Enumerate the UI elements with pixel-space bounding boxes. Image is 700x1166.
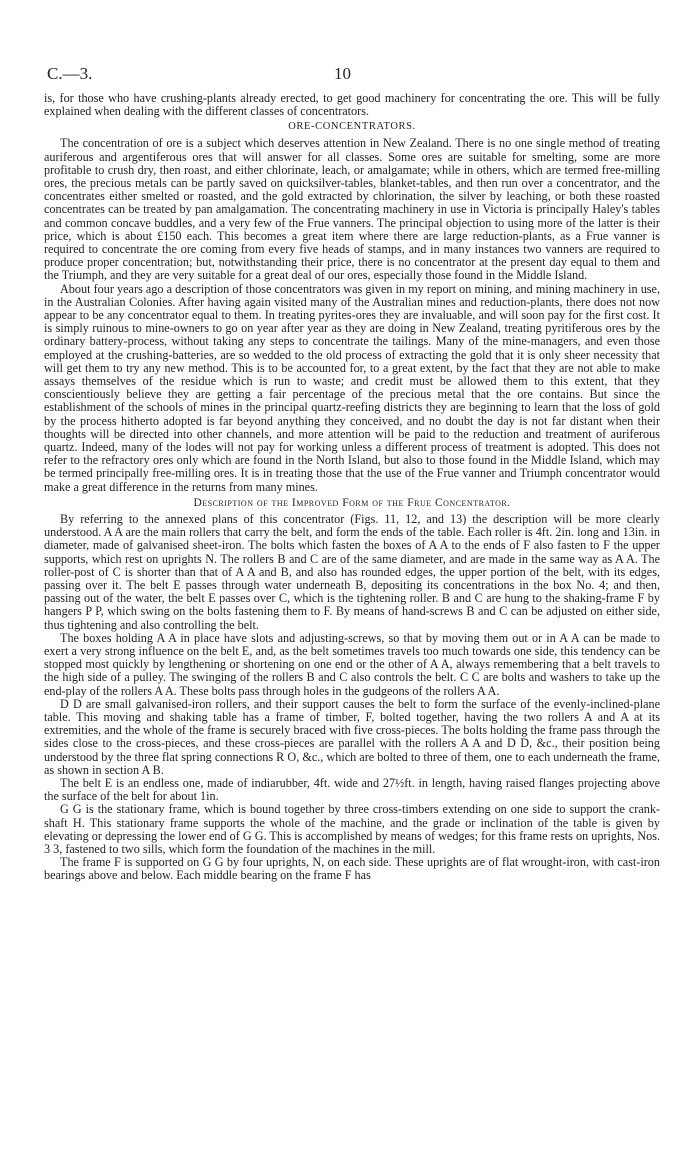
paragraph-small-rollers: D D are small galvanised-iron rollers, and their support causes the belt to form the surface of the evenly-inclined-plane table. This moving and shaking table has a frame of timber, F, bolted together, having the two rollers A and A at its extremities, and the whole of the frame is securely braced with five cross-pieces. The bolts holding the frame pass through the sides close to the cross-pieces, and these cross-pieces are parallel with the rollers A A and D D, &c., their position being understood by the three flat spring connections R O, &c., which are bolted to three of them, one to each underneath the frame, as shown in section A B. xyxy=(44,696,660,777)
paragraph-concentration-of-ore: The concentration of ore is a subject which deserves attention in New Zealand. There is no one single method of treating auriferous and argentiferous ores that will answer for all classes. Some ores are suitable for smelting, some are more profitable to crush dry, then roast, and either chlorinate, leach, or amalgamate; while in others, which are termed free-milling ores, the precious metals can be partly saved on quicksilver-tables, blanket-tables, and then run over a concentrator, and the concentrates either smelted or roasted, and the gold extracted by chlorination, the silver by leaching, or both these roasted concentrates can be treated by pan amalgamation. The concentrating machinery in use in Victoria is principally Haley's tables and common concave buddles, and a very few of the Frue vanners. The principal objection to using more of the latter is their price, which is about £150 each. This becomes a great item where there are large reduction-plants, as a Frue vanner is required to concentrate the ore coming from every five heads of stamps, and in many instances two vanners are required to produce proper concentration; but, notwithstanding their price, there is no concentrator at the present day equal to them and the Triumph, and they are very suitable for a great deal of our ores, especially those found in the Middle Island. xyxy=(44,136,660,283)
paragraph-annexed-plans: By referring to the annexed plans of this concentrator (Figs. 11, 12, and 13) the description will be more clearly understood. A A are the main rollers that carry the belt, and form the ends of the table. Each roller is 4ft. 2in. long and 13in. in diameter, made of galvanised sheet-iron. The bolts which fasten the boxes of A A to the ends of F also fasten to F the upper supports, which rest on uprights N. The rollers B and C are of the same diameter, and are made in the same way as A A. The roller-post of C is shorter than that of A A and B, and also has rounded edges, the upper portion of the belt, with its edges, passing over it. The belt E passes through water underneath B, depositing its concentrations in the box No. 4; and then, passing out of the water, the belt E passes over C, which is the tightening roller. B and C are hung to the shaking-frame F by hangers P P, which swing on the bolts fastening them to F. By means of hand-screws B and C can be adjusted on either side, thus tightening and also controlling the belt. xyxy=(44,511,660,632)
page-number: 10 xyxy=(334,64,351,83)
paragraph-continuation: is, for those who have crushing-plants already erected, to get good machinery for concentrating the ore. This will be fully explained when dealing with the different classes of concentrators. xyxy=(44,91,660,119)
paragraph-australian-colonies: About four years ago a description of those concentrators was given in my report on mining, and mining machinery in use, in the Australian Colonies. After having again visited many of the Australian mines and reduction-plants, there does not now appear to be any concentrator equal to them. In treating pyrites-ores they are invaluable, and will soon pay for the first cost. It is simply ruinous to mine-owners to go on year after year as they are doing in New Zealand, treating pyritiferous ores by the ordinary battery-process, without taking any steps to concentrate the tailings. Many of the mine-managers, and even those employed at the crushing-batteries, are so wedded to the old process of extracting the gold that it is only sheer necessity that will get them to try any new method. This is to be accounted for, to a great extent, by the fact that they are not able to make assays themselves of the residue which is run to waste; and credit must be allowed them to this extent, that they conscientiously believe they are getting a fair percentage of the precious metal that the ore contains. But since the establishment of the schools of mines in the principal quartz-reefing districts they are beginning to learn that the loss of gold by the process hitherto adopted is far beyond anything they conceived, and no doubt the day is not far distant when their thoughts will be directed into other channels, and more attention will be paid to the reduction and treatment of auriferous quartz. Indeed, many of the lodes will not pay for working unless a different process of treatment is adopted. This does not refer to the refractory ores only which are found in the North Island, but also to those found in the Middle Island, which may be termed principally free-milling ores. It is in treating those that the use of the Frue vanner and Triumph concentrator would make a great difference in the returns from many mines. xyxy=(44,281,660,494)
paragraph-boxes-holding-rollers: The boxes holding A A in place have slots and adjusting-screws, so that by moving them out or in A A can be made to exert a very strong influence on the belt E, and, as the belt sometimes travels too much towards one side, this tendency can be stopped most quickly by lengthening or shortening on one end or the other of A A, always remembering that a belt travels to the high side of a pulley. The swinging of the rollers B and C also controls the belt. C C are bolts and washers to take up the end-play of the rollers A A. These bolts pass through holes in the gudgeons of the rollers A A. xyxy=(44,630,660,698)
paragraph-belt: The belt E is an endless one, made of indiarubber, 4ft. wide and 27½ft. in length, having raised flanges projecting above the surface of the belt for about 1in. xyxy=(44,775,660,804)
running-header xyxy=(44,64,660,88)
paragraph-frame-supports: The frame F is supported on G G by four uprights, N, on each side. These uprights are of flat wrought-iron, with cast-iron bearings above and below. Each middle bearing on the frame F has xyxy=(44,855,660,883)
report-reference: C.—3. xyxy=(47,64,93,83)
section-heading-ore-concentrators: ORE-CONCENTRATORS. xyxy=(288,121,416,133)
paragraph-stationary-frame: G G is the stationary frame, which is bound together by three cross-timbers extending on one side to support the crank-shaft H. This stationary frame supports the whole of the machine, and the grade or inclination of the table is given by elevating or depressing the lower end of G G. This is accomplished by means of wedges; for this frame rests on uprights, Nos. 3 3, fastened to two sills, which form the foundation of the machines in the mill. xyxy=(44,802,660,856)
section-heading-frue-concentrator: Description of the Improved Form of the Frue Concentrator. xyxy=(193,496,511,509)
